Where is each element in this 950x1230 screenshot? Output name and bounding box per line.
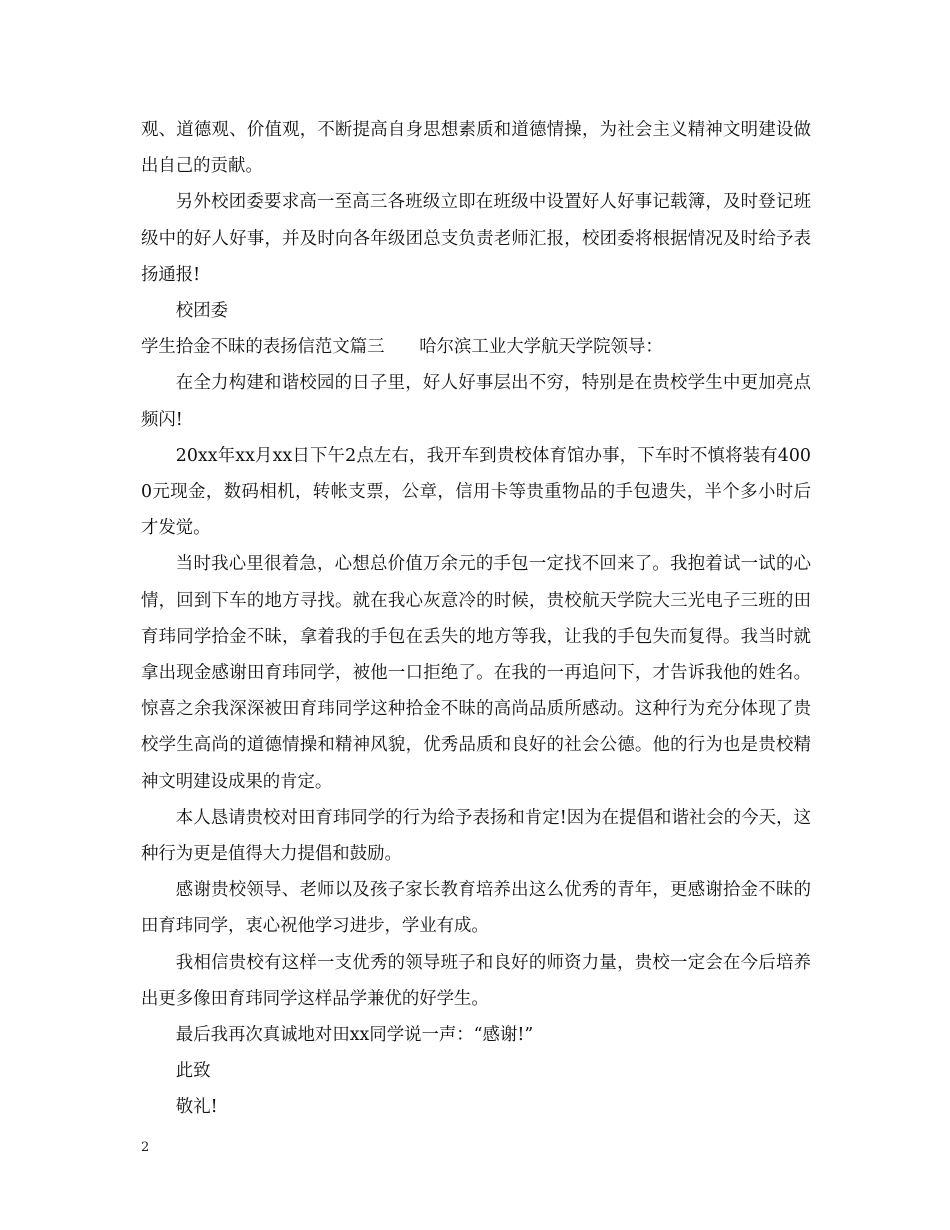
paragraph-1: 观、道德观、价值观，不断提高自身思想素质和道德情操，为社会主义精神文明建设做出自己的贡献。 [141,120,811,177]
paragraph-8: 本人恳请贵校对田育玮同学的行为给予表扬和肯定!因为在提倡和谐社会的今天，这种行为更是值得大力提倡和鼓励。 [141,807,811,865]
paragraph-5: 在全力构建和谐校园的日子里，好人好事层出不穷，特别是在贵校学生中更加亮点频闪! [141,373,811,430]
closing-respect: 敬礼! [175,1097,218,1118]
paragraph-6: 20xx年xx月xx日下午2点左右，我开车到贵校体育馆办事，下车时不慎将装有4000元现金，数码相机，转帐支票，公章，信用卡等贵重物品的手包遗失，半个多小时后才发觉。 [141,445,811,539]
signature-line: 校团委 [175,301,228,322]
page-number: 2 [141,1140,150,1155]
paragraph-10: 我相信贵校有这样一支优秀的领导班子和良好的师资力量，贵校一定会在今后培养出更多像田育玮同学这样品学兼优的好学生。 [141,952,811,1009]
paragraph-2: 另外校团委要求高一至高三各班级立即在班级中设置好人好事记载簿，及时登记班级中的好人好事，并及时向各年级团总支负责老师汇报，校团委将根据情况及时给予表扬通报! [141,192,811,285]
document-body [141,112,811,1126]
closing-salutation: 此致 [175,1061,211,1082]
section-heading: 学生拾金不昧的表扬信范文篇三 哈尔滨工业大学航天学院领导： [141,337,663,358]
paragraph-11: 最后我再次真诚地对田xx同学说一声：“感谢!” [175,1025,534,1046]
paragraph-9: 感谢贵校领导、老师以及孩子家长教育培养出这么优秀的青年，更感谢拾金不昧的田育玮同学，衷心祝他学习进步，学业有成。 [141,880,811,937]
paragraph-7: 当时我心里很着急，心想总价值万余元的手包一定找不回来了。我抱着试一试的心情，回到下车的地方寻找。就在我心灰意冷的时候，贵校航天学院大三光电子三班的田育玮同学拾金不昧，拿着我的手包在丢失的地方等我，让我的手包失而复得。我当时就拿出现金感谢田育玮同学，被他一口拒绝了。在我的一再追问下，才告诉我他的姓名。惊喜之余我深深被田育玮同学这种拾金不昧的高尚品质所感动。这种行为充分体现了贵校学生高尚的道德情操和精神风貌，优秀品质和良好的社会公德。他的行为也是贵校精神文明建设成果的肯定。 [141,554,811,792]
